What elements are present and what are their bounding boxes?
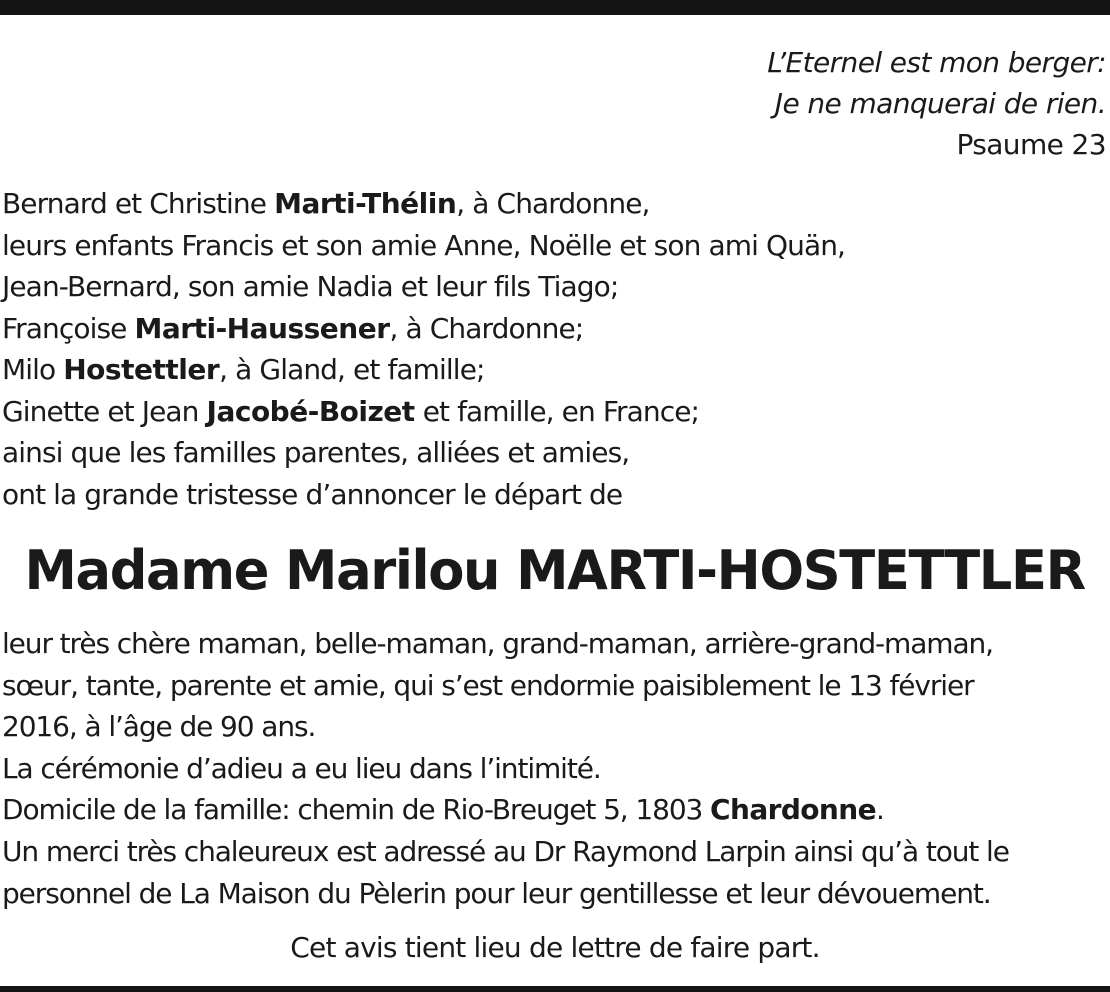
- family-line: Jean-Bernard, son amie Nadia et leur fils Tiago;: [2, 270, 619, 303]
- family-line: Françoise Marti-Haussener, à Chardonne;: [2, 311, 584, 345]
- family-line: ont la grande tristesse d’annoncer le départ de: [2, 477, 623, 511]
- family-line: Bernard et Christine Marti-Thélin, à Chardonne,: [2, 187, 650, 220]
- surname: Hostettler: [63, 353, 220, 386]
- verse-line-2: Je ne manquerai de rien.: [774, 87, 1106, 120]
- family-line: ainsi que les familles parentes, alliées et amies,: [2, 436, 630, 469]
- announcement-body: [2, 623, 1009, 914]
- bible-verse: [767, 42, 1106, 165]
- surname: Jacobé-Boizet: [206, 394, 415, 428]
- family-list: [2, 183, 845, 515]
- body-line: 2016, à l’âge de 90 ans.: [2, 710, 316, 744]
- deceased-name-heading: Madame Marilou MARTI-HOSTETTLER: [24, 539, 1086, 602]
- verse-reference: Psaume 23: [956, 128, 1106, 161]
- family-line: Ginette et Jean Jacobé-Boizet et famille, en France;: [2, 394, 700, 428]
- body-line: La cérémonie d’adieu a eu lieu dans l’intimité.: [2, 751, 601, 785]
- family-line: Milo Hostettler, à Gland, et famille;: [2, 353, 485, 386]
- top-border-rule: [0, 0, 1110, 15]
- body-line: leur très chère maman, belle-maman, grand-maman, arrière-grand-maman,: [2, 627, 993, 660]
- family-line: leurs enfants Francis et son amie Anne, Noëlle et son ami Quän,: [2, 228, 846, 262]
- body-line: sœur, tante, parente et amie, qui s’est endormie paisiblement le 13 février: [2, 668, 974, 702]
- surname: Marti-Thélin: [274, 187, 457, 220]
- closing-note: Cet avis tient lieu de lettre de faire part.: [290, 931, 820, 964]
- verse-line-1: L’Eternel est mon berger:: [767, 46, 1106, 79]
- body-line: Un merci très chaleureux est adressé au Dr Raymond Larpin ainsi qu’à tout le: [2, 834, 1009, 868]
- surname: Marti-Haussener: [134, 311, 390, 345]
- body-line: Domicile de la famille: chemin de Rio-Breuget 5, 1803 Chardonne.: [2, 793, 884, 827]
- body-line: personnel de La Maison du Pèlerin pour leur gentillesse et leur dévouement.: [2, 876, 991, 910]
- town-name: Chardonne: [710, 793, 876, 827]
- bottom-border-rule: [0, 986, 1110, 992]
